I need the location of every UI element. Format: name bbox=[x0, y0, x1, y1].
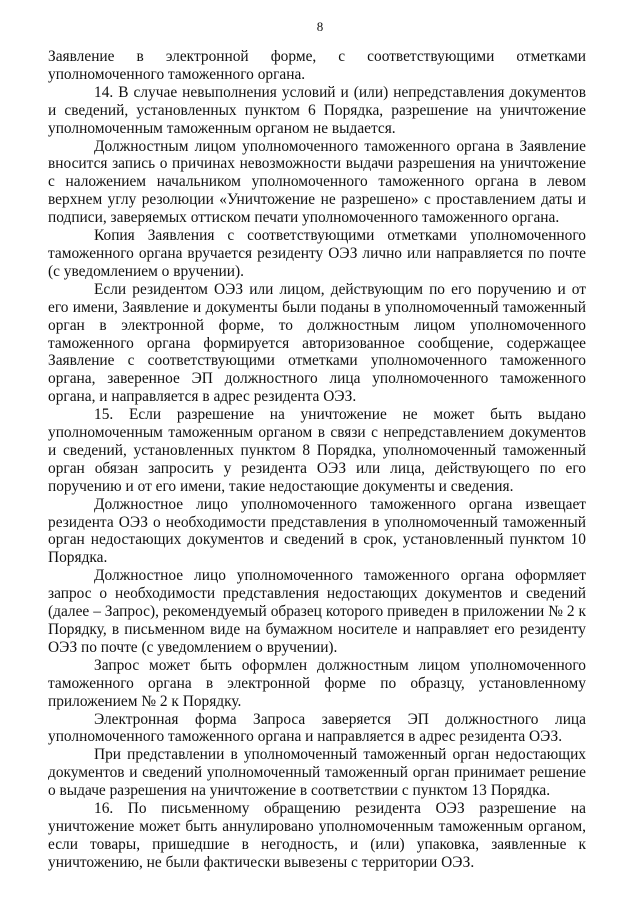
paragraph: Должностное лицо уполномоченного таможенного органа извещает резидента ОЭЗ о необходимости представления в уполномоченный таможенный орган недостающих документов и сведений в срок, установленный пунктом 10 Порядка. bbox=[48, 495, 586, 567]
paragraph: Электронная форма Запроса заверяется ЭП должностного лица уполномоченного таможенного органа и направляется в адрес резидента ОЭЗ. bbox=[48, 710, 586, 746]
page-number: 8 bbox=[316, 19, 324, 34]
paragraph-item-14: 14. В случае невыполнения условий и (или) непредставления документов и сведений, установленных пунктом 6 Порядка, разрешение на уничтожение уполномоченным таможенным органом не выдается. bbox=[48, 83, 586, 137]
paragraph: Копия Заявления с соответствующими отметками уполномоченного таможенного органа вручается резиденту ОЭЗ лично или направляется по почте (с уведомлением о вручении). bbox=[48, 227, 586, 280]
paragraph-continuation: Заявление в электронной форме, с соответствующими отметками уполномоченного таможенного органа. bbox=[48, 48, 586, 83]
document-body bbox=[48, 48, 586, 872]
paragraph: Должностным лицом уполномоченного таможенного органа в Заявление вносится запись о причинах невозможности выдачи разрешения на уничтожение с наложением начальником уполномоченного таможенного органа в левом верхнем углу резолюции «Уничтожение не разрешено» с проставлением даты и подписи, заверяемых оттиском печати уполномоченного таможенного органа. bbox=[48, 137, 586, 227]
paragraph: При представлении в уполномоченный таможенный орган недостающих документов и сведений уполномоченный таможенный орган принимает решение о выдаче разрешения на уничтожение в соответствии с пунктом 13 Порядка. bbox=[48, 746, 586, 800]
paragraph: Если резидентом ОЭЗ или лицом, действующим по его поручению и от его имени, Заявление и документы были поданы в уполномоченный таможенный орган в электронной форме, то должностным лицом уполномоченного таможенного органа формируется авторизованное сообщение, содержащее Заявление с соответствующими отметками уполномоченного таможенного органа, заверенное ЭП должностного лица уполномоченного таможенного органа, и направляется в адрес резидента ОЭЗ. bbox=[48, 280, 586, 406]
paragraph-item-15: 15. Если разрешение на уничтожение не может быть выдано уполномоченным таможенным органом в связи с непредставлением документов и сведений, установленных пунктом 8 Порядка, уполномоченный таможенный орган обязан запросить у резидента ОЭЗ или лица, действующего по его поручению и от его имени, такие недостающие документы и сведения. bbox=[48, 406, 586, 495]
paragraph-item-16: 16. По письменному обращению резидента ОЭЗ разрешение на уничтожение может быть аннулировано уполномоченным таможенным органом, если товары, пришедшие в негодность, и (или) упаковка, заявленные к уничтожению, не были фактически вывезены с территории ОЭЗ. bbox=[48, 800, 586, 871]
paragraph: Запрос может быть оформлен должностным лицом уполномоченного таможенного органа в электронной форме по образцу, установленному приложением № 2 к Порядку. bbox=[48, 656, 586, 710]
paragraph: Должностное лицо уполномоченного таможенного органа оформляет запрос о необходимости представления недостающих документов и сведений (далее – Запрос), рекомендуемый образец которого приведен в приложении № 2 к Порядку, в письменном виде на бумажном носителе и направляет его резиденту ОЭЗ по почте (с уведомлением о вручении). bbox=[48, 567, 586, 656]
